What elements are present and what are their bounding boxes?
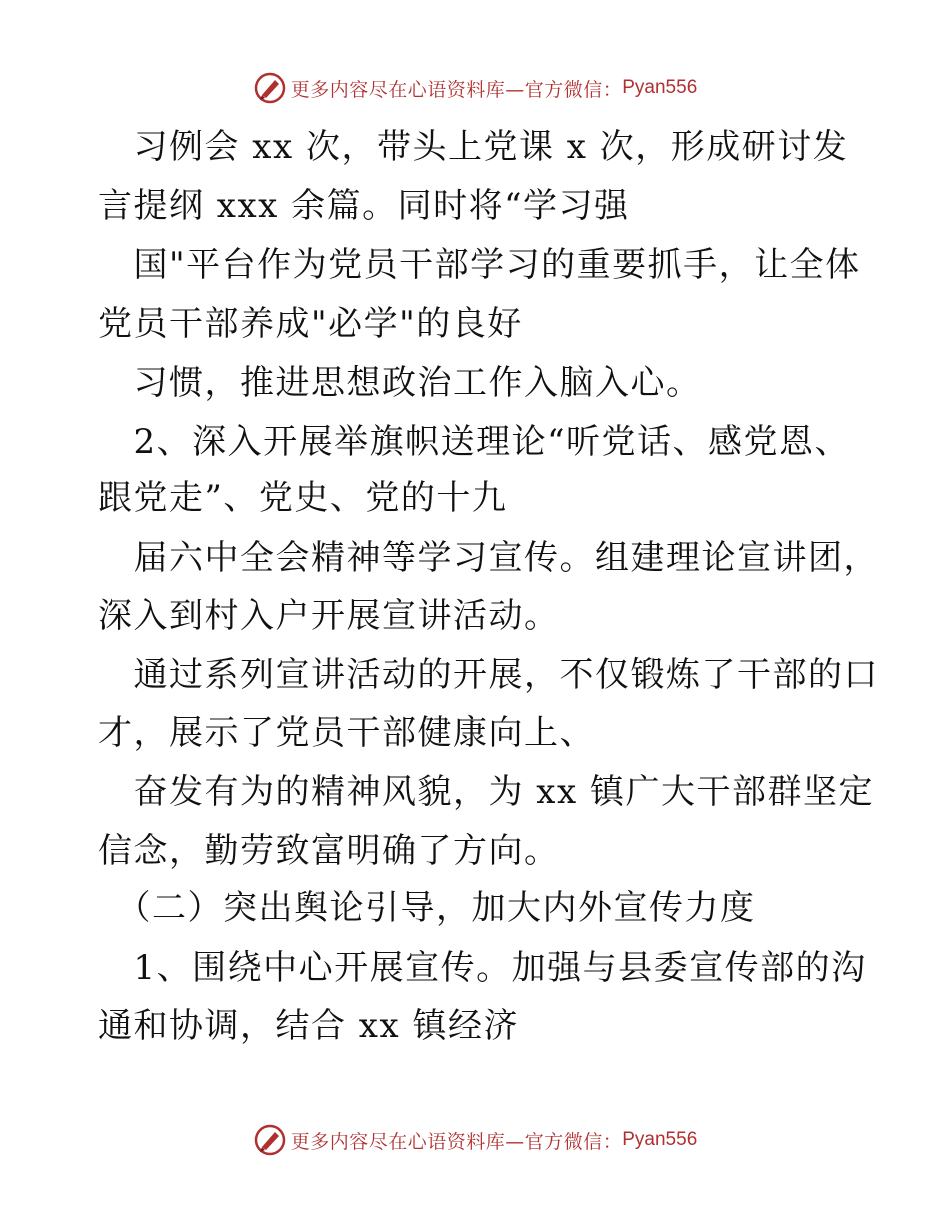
text-line: 深入到村入户开展宣讲活动。 bbox=[98, 596, 560, 636]
text-line: 跟党走”、党史、党的十九 bbox=[98, 478, 508, 518]
watermark-id: Pyan556 bbox=[622, 77, 698, 98]
footer-watermark bbox=[0, 1120, 950, 1160]
watermark-id: Pyan556 bbox=[622, 1129, 698, 1150]
text-line: 2、深入开展举旗帜送理论“听党话、感党恩、 bbox=[98, 422, 851, 462]
text-line: 习惯，推进思想政治工作入脑入心。 bbox=[98, 363, 702, 403]
text-line: 国"平台作为党员干部学习的重要抓手，让全体 bbox=[98, 245, 861, 285]
text-line: 习例会 xx 次，带头上党课 x 次，形成研讨发 bbox=[98, 127, 849, 167]
text-line: 言提纲 xxx 余篇。同时将“学习强 bbox=[98, 186, 630, 226]
text-line: 信念，勤劳致富明确了方向。 bbox=[98, 831, 560, 871]
watermark-text: 更多内容尽在心语资料库—官方微信： bbox=[290, 1130, 623, 1153]
text-line: 奋发有为的精神风貌，为 xx 镇广大干部群坚定 bbox=[98, 772, 874, 812]
text-line: 党员干部养成"必学"的良好 bbox=[98, 304, 523, 344]
header-watermark bbox=[0, 68, 950, 108]
text-line: 1、围绕中心开展宣传。加强与县委宣传部的沟 bbox=[98, 948, 867, 988]
text-line: 通和协调，结合 xx 镇经济 bbox=[98, 1006, 519, 1046]
pen-logo-icon bbox=[253, 71, 287, 105]
watermark-text: 更多内容尽在心语资料库—官方微信： bbox=[290, 78, 623, 101]
text-line: 通过系列宣讲活动的开展，不仅锻炼了干部的口 bbox=[98, 655, 879, 695]
pen-logo-icon bbox=[253, 1123, 287, 1157]
text-line: 届六中全会精神等学习宣传。组建理论宣讲团， bbox=[98, 538, 879, 578]
text-line: （二）突出舆论引导，加大内外宣传力度 bbox=[98, 888, 756, 928]
text-line: 才，展示了党员干部健康向上、 bbox=[98, 713, 595, 753]
